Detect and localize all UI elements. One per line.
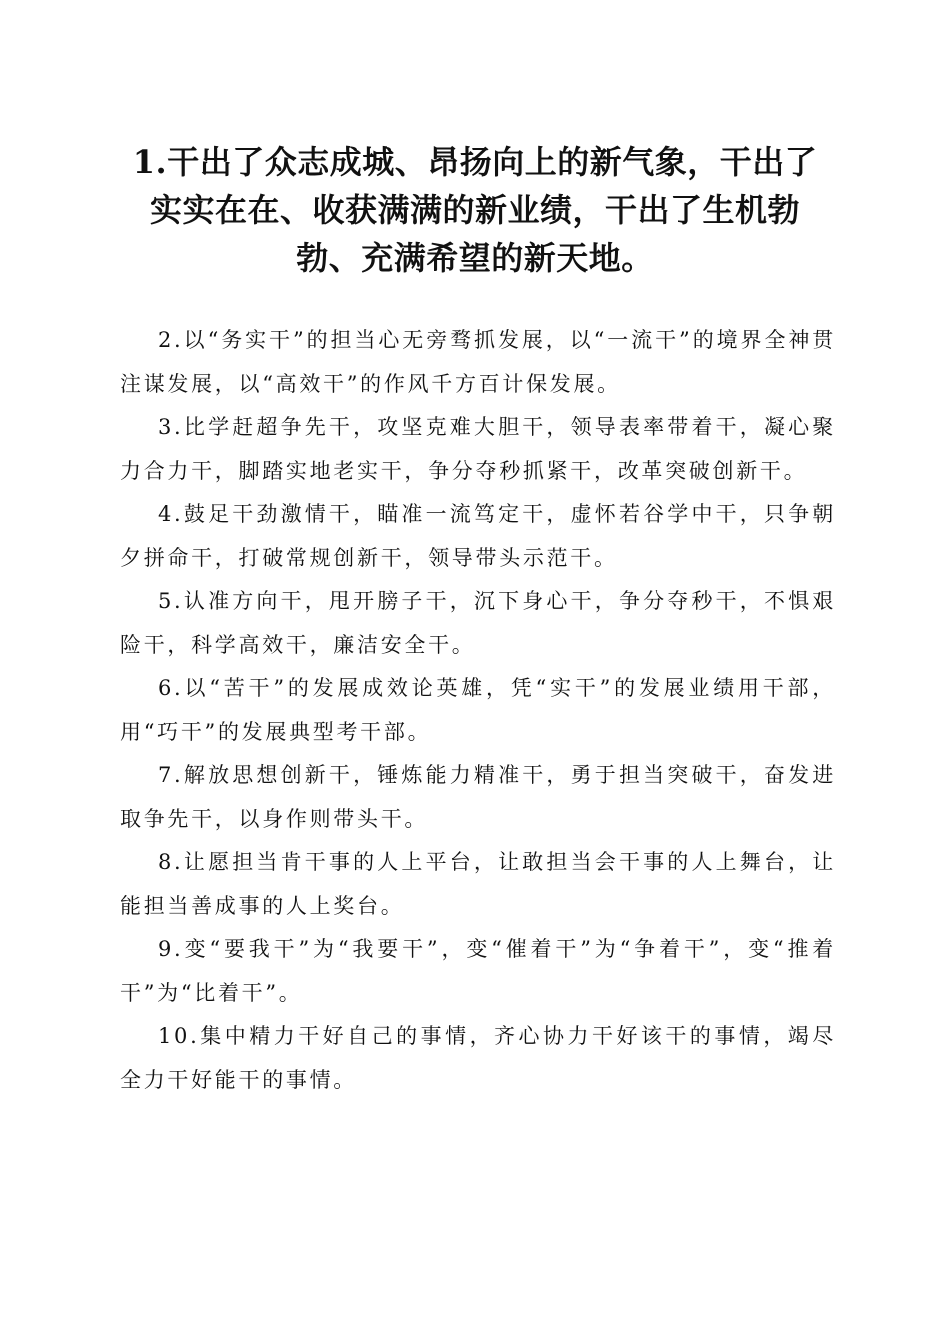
paragraph-2: 2.以“务实干”的担当心无旁骛抓发展，以“一流干”的境界全神贯注谋发展，以“高效干”的作风千方百计保发展。 (120, 328, 836, 396)
paragraph-6: 6.以“苦干”的发展成效论英雄，凭“实干”的发展业绩用干部，用“巧干”的发展典型考干部。 (120, 676, 836, 744)
paragraph-10: 10.集中精力干好自己的事情，齐心协力干好该干的事情，竭尽全力干好能干的事情。 (120, 1024, 836, 1092)
document-body (120, 319, 836, 1102)
paragraph-3: 3.比学赶超争先干，攻坚克难大胆干，领导表率带着干，凝心聚力合力干，脚踏实地老实干，争分夺秒抓紧干，改革突破创新干。 (120, 415, 836, 483)
paragraph-4: 4.鼓足干劲激情干，瞄准一流笃定干，虚怀若谷学中干，只争朝夕拼命干，打破常规创新干，领导带头示范干。 (120, 502, 836, 570)
paragraph-9: 9.变“要我干”为“我要干”，变“催着干”为“争着干”，变“推着干”为“比着干”。 (120, 937, 836, 1005)
paragraph-7: 7.解放思想创新干，锤炼能力精准干，勇于担当突破干，奋发进取争先干，以身作则带头干。 (120, 763, 836, 831)
paragraph-5: 5.认准方向干，甩开膀子干，沉下身心干，争分夺秒干，不惧艰险干，科学高效干，廉洁安全干。 (120, 589, 836, 657)
paragraph-8: 8.让愿担当肯干事的人上平台，让敢担当会干事的人上舞台，让能担当善成事的人上奖台。 (120, 850, 836, 918)
document-title: 1.干出了众志成城、昂扬向上的新气象，干出了实实在在、收获满满的新业绩，干出了生机勃勃、充满希望的新天地。 (132, 143, 818, 277)
